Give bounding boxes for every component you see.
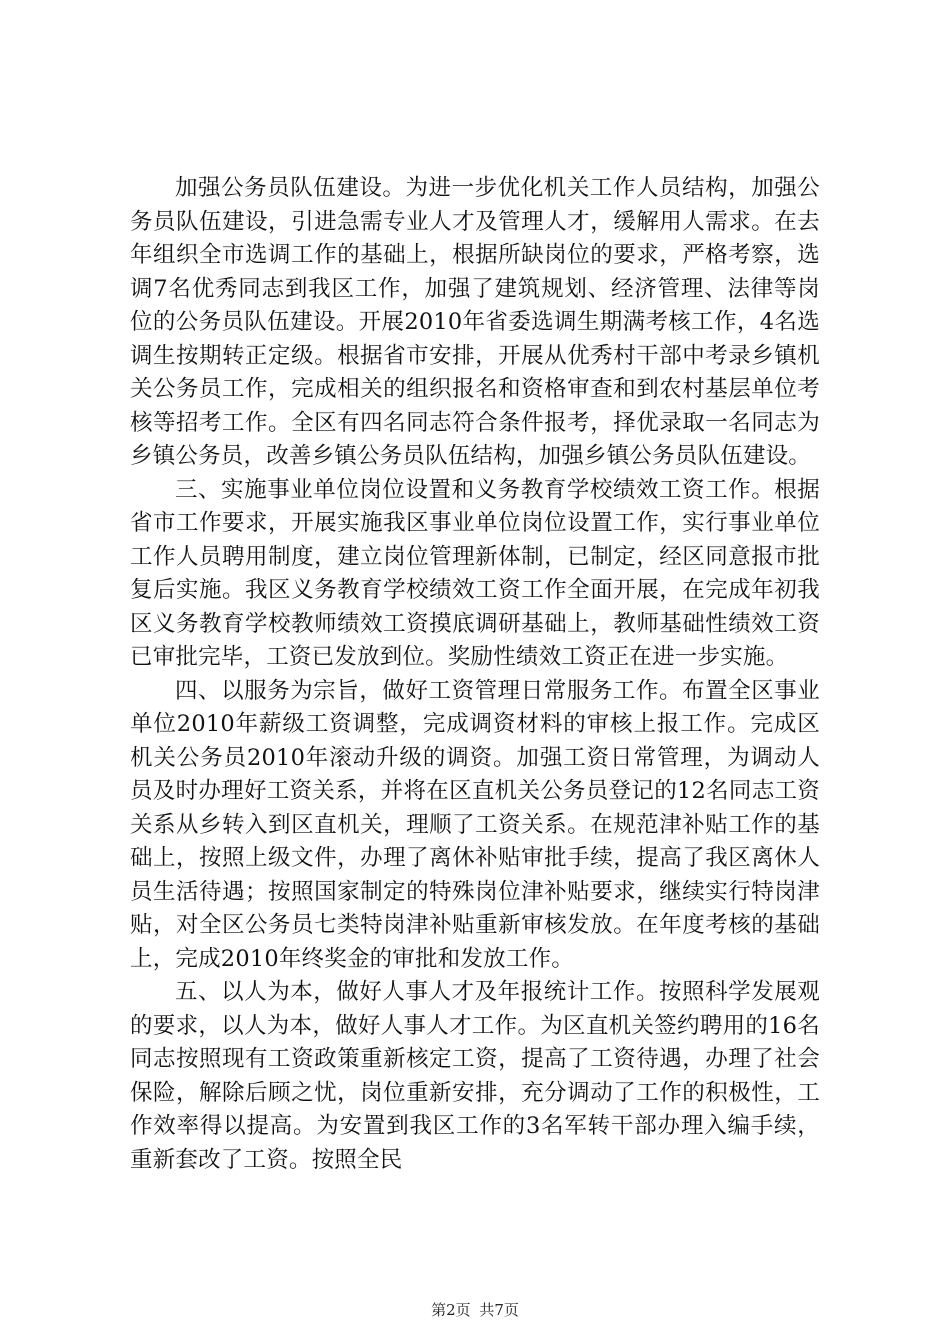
paragraph-personnel-statistics: 五、以人为本，做好人事人才及年报统计工作。按照科学发展观的要求，以人为本，做好人事人才工作。为区直机关签约聘用的16名同志按照现有工资政策重新核定工资，提高了工资待遇，办理了社会保险，解除后顾之忧，岗位重新安排，充分调动了工作的积极性，工作效率得以提高。为安置到我区工作的3名军转干部办理入编手续，重新套改了工资。按照全民 xyxy=(130,979,820,1173)
page-number: 第2页 xyxy=(431,1301,471,1319)
paragraph-post-setting-performance-pay: 三、实施事业单位岗位设置和义务教育学校绩效工资工作。根据省市工作要求，开展实施我区事业单位岗位设置工作，实行事业单位工作人员聘用制度，建立岗位管理新体制，已制定，经区同意报市批复后实施。我区义务教育学校绩效工资工作全面开展，在完成年初我区义务教育学校教师绩效工资摸底调研基础上，教师基础性绩效工资已审批完毕，工资已发放到位。奖励性绩效工资正在进一步实施。 xyxy=(130,476,820,670)
paragraph-civil-servant-team: 加强公务员队伍建设。为进一步优化机关工作人员结构，加强公务员队伍建设，引进急需专业人才及管理人才，缓解用人需求。在去年组织全市选调工作的基础上，根据所缺岗位的要求，严格考察，选调7名优秀同志到我区工作，加强了建筑规划、经济管理、法律等岗位的公务员队伍建设。开展2010年省委选调生期满考核工作，4名选调生按期转正定级。根据省市安排，开展从优秀村干部中考录乡镇机关公务员工作，完成相关的组织报名和资格审查和到农村基层单位考核等招考工作。全区有四名同志符合条件报考，择优录取一名同志为乡镇公务员，改善乡镇公务员队伍结构，加强乡镇公务员队伍建设。 xyxy=(130,175,820,469)
paragraph-salary-management: 四、以服务为宗旨，做好工资管理日常服务工作。布置全区事业单位2010年薪级工资调整，完成调资材料的审核上报工作。完成区机关公务员2010年滚动升级的调资。加强工资日常管理，为调动人员及时办理好工资关系，并将在区直机关公务员登记的12名同志工资关系从乡转入到区直机关，理顺了工资关系。在规范津补贴工作的基础上，按照上级文件，办理了离休补贴审批手续，提高了我区离休人员生活待遇；按照国家制定的特殊岗位津补贴要求，继续实行特岗津贴，对全区公务员七类特岗津补贴重新审核发放。在年度考核的基础上，完成2010年终奖金的审批和发放工作。 xyxy=(130,677,820,972)
page-footer xyxy=(0,1300,950,1320)
document-body xyxy=(130,172,820,1177)
page-total: 共7页 xyxy=(479,1301,519,1319)
